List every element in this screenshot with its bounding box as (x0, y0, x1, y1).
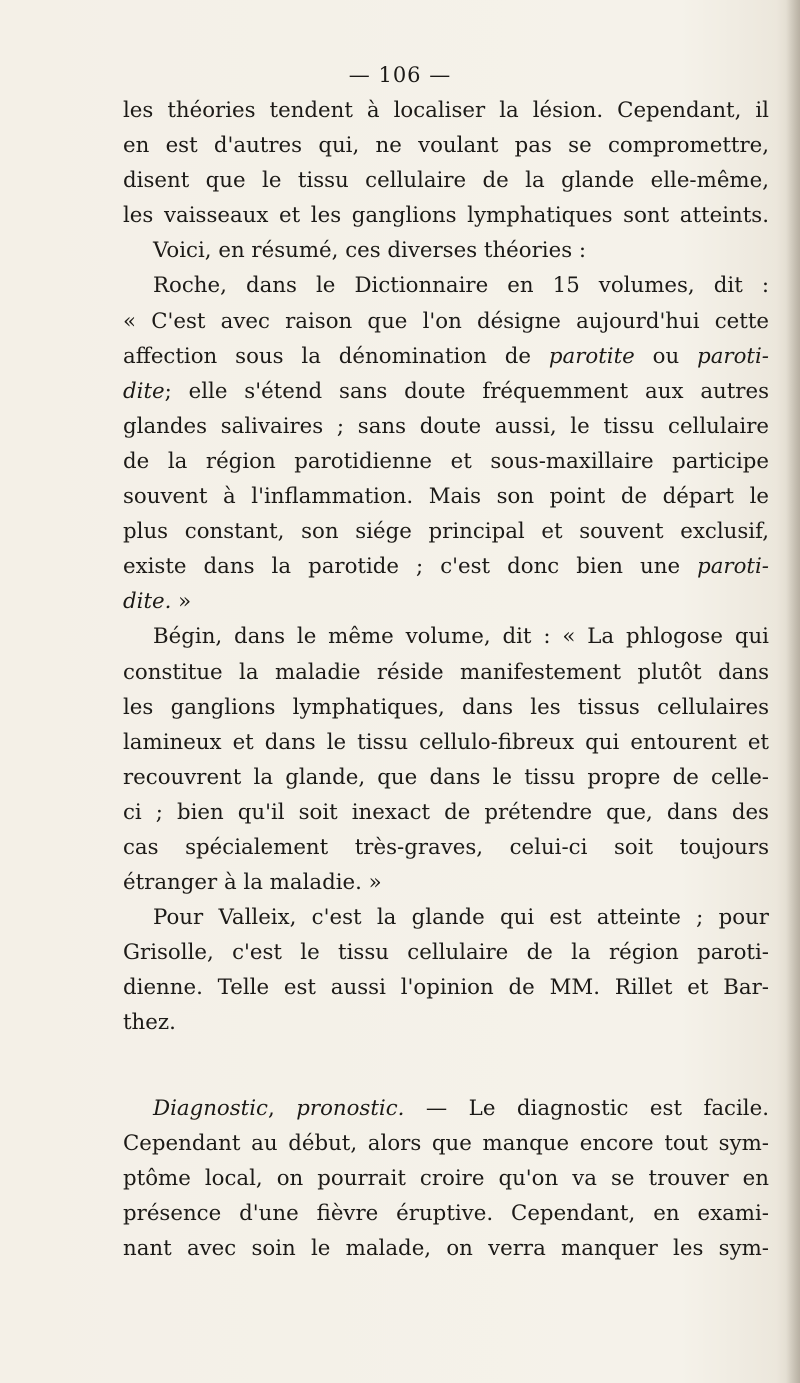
text-line: Cependant au début, alors que manque encore tout sym- (123, 1130, 769, 1156)
text-line: ci ; bien qu'il soit inexact de prétendre que, dans des (123, 799, 769, 825)
italic-heading: Diagnostic (153, 1095, 268, 1121)
text-line: plus constant, son siége principal et souvent exclusif, (123, 519, 769, 545)
text-line: lamineux et dans le tissu cellulo-fibreux qui entourent et (123, 729, 769, 755)
page-edge-shadow (786, 0, 800, 1383)
text-line: constitue la maladie réside manifestement plutôt dans (123, 659, 769, 685)
text-span: ; elle s'étend sans doute fréquemment aux autres (164, 378, 769, 404)
page-number: — 106 — (348, 63, 452, 87)
text-span: affection sous la dénomination de (123, 343, 532, 369)
text-line: Voici, en résumé, ces diverses théories : (153, 238, 587, 264)
text-line: « C'est avec raison que l'on désigne aujourd'hui cette (123, 308, 769, 334)
text-line (123, 374, 769, 409)
text-span: , (267, 1095, 275, 1121)
text-line: Roche, dans le Dictionnaire en 15 volumes, dit : (153, 273, 769, 299)
text-span: » (178, 589, 192, 615)
text-line: de la région parotidienne et sous-maxillaire participe (123, 448, 769, 474)
section-heading-line (123, 1091, 769, 1126)
text-span: — Le diagnostic est facile. (425, 1095, 769, 1121)
italic-term: parotite (548, 343, 635, 369)
text-line (123, 584, 769, 619)
italic-term: paroti- (697, 554, 769, 580)
text-line: les théories tendent à localiser la lésion. Cependant, il (123, 98, 769, 123)
italic-term: dite (123, 378, 165, 404)
text-line: cas spécialement très-graves, celui-ci soit toujours (123, 834, 769, 860)
text-line: thez. (123, 1010, 176, 1036)
text-span: existe dans la parotide ; c'est donc bien une (123, 554, 681, 580)
text-line: Bégin, dans le même volume, dit : « La phlogose qui (153, 624, 769, 650)
text-line: étranger à la maladie. » (123, 870, 382, 896)
body-text (123, 93, 769, 1266)
text-line: nant avec soin le malade, on verra manquer les sym- (123, 1235, 769, 1261)
text-line: les vaisseaux et les ganglions lymphatiques sont atteints. (123, 203, 769, 229)
text-line: souvent à l'inflammation. Mais son point de départ le (123, 484, 769, 510)
text-line: dienne. Telle est aussi l'opinion de MM. Rillet et Bar- (123, 975, 769, 1001)
text-line: Grisolle, c'est le tissu cellulaire de la région paroti- (123, 940, 769, 966)
text-line: ptôme local, on pourrait croire qu'on va se trouver en (123, 1165, 769, 1191)
text-line: Pour Valleix, c'est la glande qui est atteinte ; pour (153, 905, 769, 931)
text-line: les ganglions lymphatiques, dans les tissus cellulaires (123, 694, 769, 720)
text-line: recouvrent la glande, que dans le tissu propre de celle- (123, 764, 769, 790)
text-span: ou (652, 343, 680, 369)
text-line: en est d'autres qui, ne voulant pas se compromettre, (123, 133, 769, 159)
text-line: présence d'une fièvre éruptive. Cependant, en exami- (123, 1200, 769, 1226)
text-line: glandes salivaires ; sans doute aussi, le tissu cellulaire (123, 413, 769, 439)
text-line (123, 339, 769, 374)
italic-term: dite. (123, 589, 172, 615)
text-line: disent que le tissu cellulaire de la glande elle-même, (123, 168, 769, 194)
text-line (123, 549, 769, 584)
italic-heading: pronostic. (296, 1095, 405, 1121)
italic-term: paroti- (697, 343, 769, 369)
